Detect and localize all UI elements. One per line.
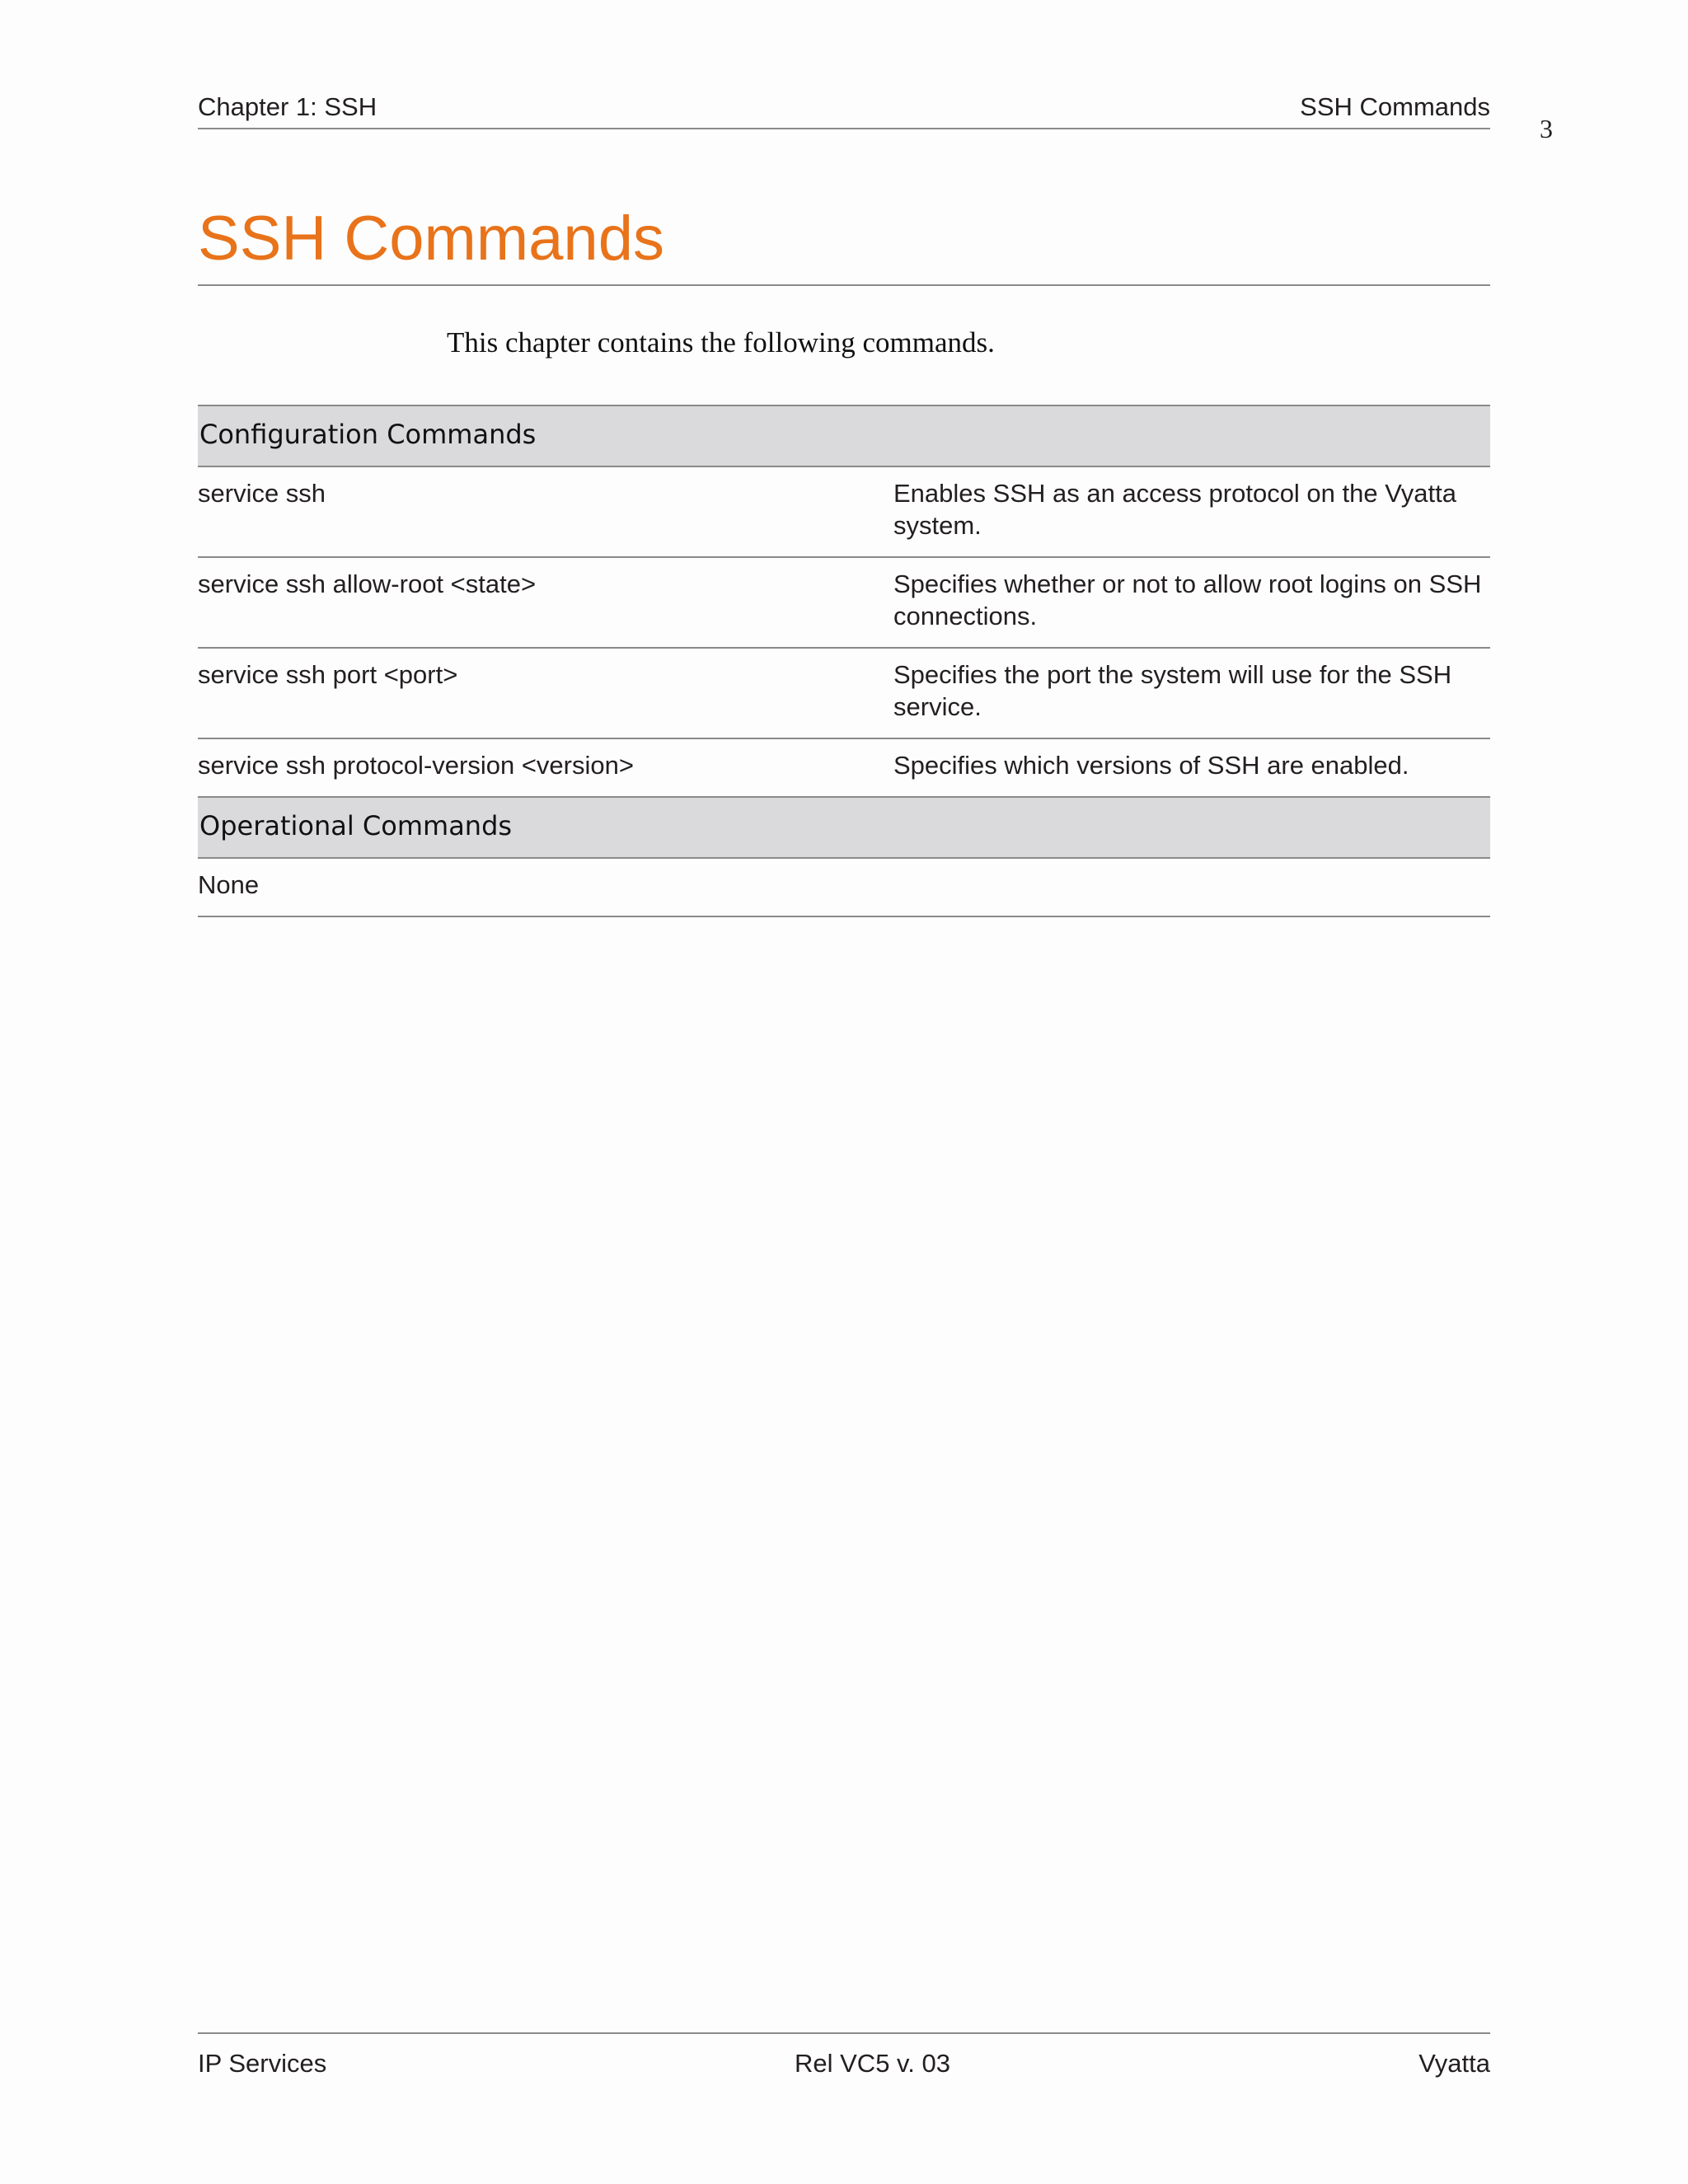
- commands-table: [198, 405, 1490, 917]
- table-row: [198, 739, 1490, 798]
- chapter-title-block: [198, 198, 1490, 286]
- table-row: [198, 558, 1490, 649]
- footer-release: Rel VC5 v. 03: [795, 2049, 950, 2078]
- table-row: [198, 859, 1490, 917]
- header-section: SSH Commands: [1300, 92, 1490, 121]
- footer-book-title: IP Services: [198, 2049, 327, 2078]
- command-description: Specifies which versions of SSH are enabled.: [893, 751, 1409, 780]
- section-heading: Operational Commands: [199, 810, 513, 841]
- table-row: [198, 467, 1490, 558]
- header-chapter: Chapter 1: SSH: [198, 92, 377, 121]
- section-header-operational: [198, 798, 1490, 859]
- command-name: service ssh: [198, 479, 326, 508]
- command-description: Enables SSH as an access protocol on the Vyatta system.: [893, 479, 1456, 540]
- section-heading: Configuration Commands: [199, 419, 537, 450]
- running-footer: [198, 2032, 1490, 2083]
- command-name: None: [198, 870, 260, 899]
- intro-text: This chapter contains the following commands.: [447, 326, 995, 359]
- table-row: [198, 649, 1490, 739]
- command-description: Specifies the port the system will use for the SSH service.: [893, 660, 1452, 721]
- command-name: service ssh allow-root <state>: [198, 569, 537, 598]
- footer-company: Vyatta: [1418, 2049, 1490, 2078]
- section-header-configuration: [198, 406, 1490, 467]
- page-title: SSH Commands: [198, 204, 664, 274]
- command-name: service ssh port <port>: [198, 660, 458, 689]
- command-description: Specifies whether or not to allow root logins on SSH connections.: [893, 569, 1482, 630]
- command-name: service ssh protocol-version <version>: [198, 751, 634, 780]
- page-number: 3: [1540, 114, 1553, 143]
- running-header: [198, 89, 1490, 129]
